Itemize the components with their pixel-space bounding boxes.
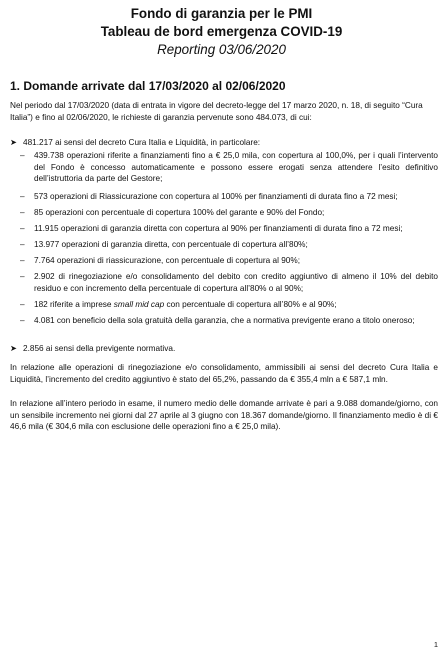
section-heading: 1. Domande arrivate dal 17/03/2020 al 02/06/2020 [10, 79, 286, 93]
page-number: 1 [433, 640, 438, 649]
sub-bullet-5 [20, 239, 438, 251]
sub-bullet-text: 7.764 operazioni di riassicurazione, con percentuale di copertura al 90%; [34, 256, 300, 265]
sub-bullet-text: 13.977 operazioni di garanzia diretta, con percentuale di copertura all’80%; [34, 240, 308, 249]
sub-bullet-4 [20, 223, 438, 235]
dash-bullet-icon: – [20, 224, 25, 233]
rinegoziazione-paragraph: In relazione alle operazioni di rinegoziazione e/o consolidamento, ammissibili ai sensi del decreto Cura Italia e Liquidità, l’incremento del credito aggiuntivo è stato del 65,2%, passando da € 355,4 mln a € 587,1 mln. [10, 363, 438, 384]
sub-bullet-1 [20, 150, 438, 185]
sub-bullet-3 [20, 207, 438, 219]
dash-bullet-icon: – [20, 316, 25, 325]
sub-bullet-text: 573 operazioni di Riassicurazione con copertura al 100% per finanziamenti di durata fino a 72 mesi; [34, 192, 398, 201]
sub-bullet-2 [20, 191, 438, 203]
sub-bullet-9 [20, 315, 438, 327]
sub-bullet-text: 182 riferite a imprese small mid cap con percentuale di copertura all’80% e al 90%; [34, 300, 337, 309]
bullet-previgente [10, 343, 438, 355]
report-date: Reporting 03/06/2020 [157, 42, 286, 57]
dash-bullet-icon: – [20, 192, 25, 201]
sub-bullet-text: 11.915 operazioni di garanzia diretta con copertura al 90% per finanziamenti di durata fino a 72 mesi; [34, 224, 403, 233]
arrow-bullet-icon: ➤ [10, 138, 17, 147]
sub-bullet-text: 2.902 di rinegoziazione e/o consolidamento del debito con credito aggiuntivo di almeno il 10% del debito residuo e con incremento della percentuale di copertura all’80% o al 90%; [34, 272, 438, 293]
bullet-decreto-cura-italia [10, 137, 438, 149]
sub-bullet-8 [20, 299, 438, 311]
media-domande-paragraph: In relazione all’intero periodo in esame, il numero medio delle domande arrivate è pari a 9.088 domande/giorno, con un sensibile incremento nei giorni dal 27 aprile al 3 giugno con 18.367 domande/giorno. Il finanziamento medio è di € 46,6 mila (€ 304,6 mila con esclusione delle operazioni fino a € 25,0 mila). [10, 399, 438, 432]
sub-bullet-text: 439.738 operazioni riferite a finanziamenti fino a € 25,0 mila, con copertura al 100,0%, per i quali l’intervento del Fondo è concesso automaticamente e possono essere erogati senza attendere l’esito definitivo dell’istruttoria da parte del Gestore; [34, 151, 438, 184]
document-title: Fondo di garanzia per le PMI [130, 6, 313, 21]
dash-bullet-icon: – [20, 240, 25, 249]
arrow-bullet-icon: ➤ [10, 344, 17, 353]
dash-bullet-icon: – [20, 272, 25, 281]
bullet-text: 481.217 ai sensi del decreto Cura Italia e Liquidità, in particolare: [23, 138, 261, 147]
dash-bullet-icon: – [20, 300, 25, 309]
sub-bullet-6 [20, 255, 438, 267]
intro-paragraph: Nel periodo dal 17/03/2020 (data di entrata in vigore del decreto-legge del 17 marzo 2020, n. 18, di seguito “Cura Italia”) e fino al 02/06/2020, le richieste di garanzia pervenute sono 484.073, di cui: [10, 101, 423, 122]
sub-bullet-7 [20, 271, 438, 294]
dash-bullet-icon: – [20, 151, 25, 160]
dash-bullet-icon: – [20, 208, 25, 217]
bullet-text: 2.856 ai sensi della previgente normativa. [23, 344, 176, 353]
sub-bullet-text: 4.081 con beneficio della sola gratuità della garanzia, che a normativa previgente erano a titolo oneroso; [34, 316, 415, 325]
sub-bullet-text: 85 operazioni con percentuale di copertura 100% del garante e 90% del Fondo; [34, 208, 325, 217]
document-subtitle: Tableau de bord emergenza COVID-19 [100, 24, 343, 39]
dash-bullet-icon: – [20, 256, 25, 265]
